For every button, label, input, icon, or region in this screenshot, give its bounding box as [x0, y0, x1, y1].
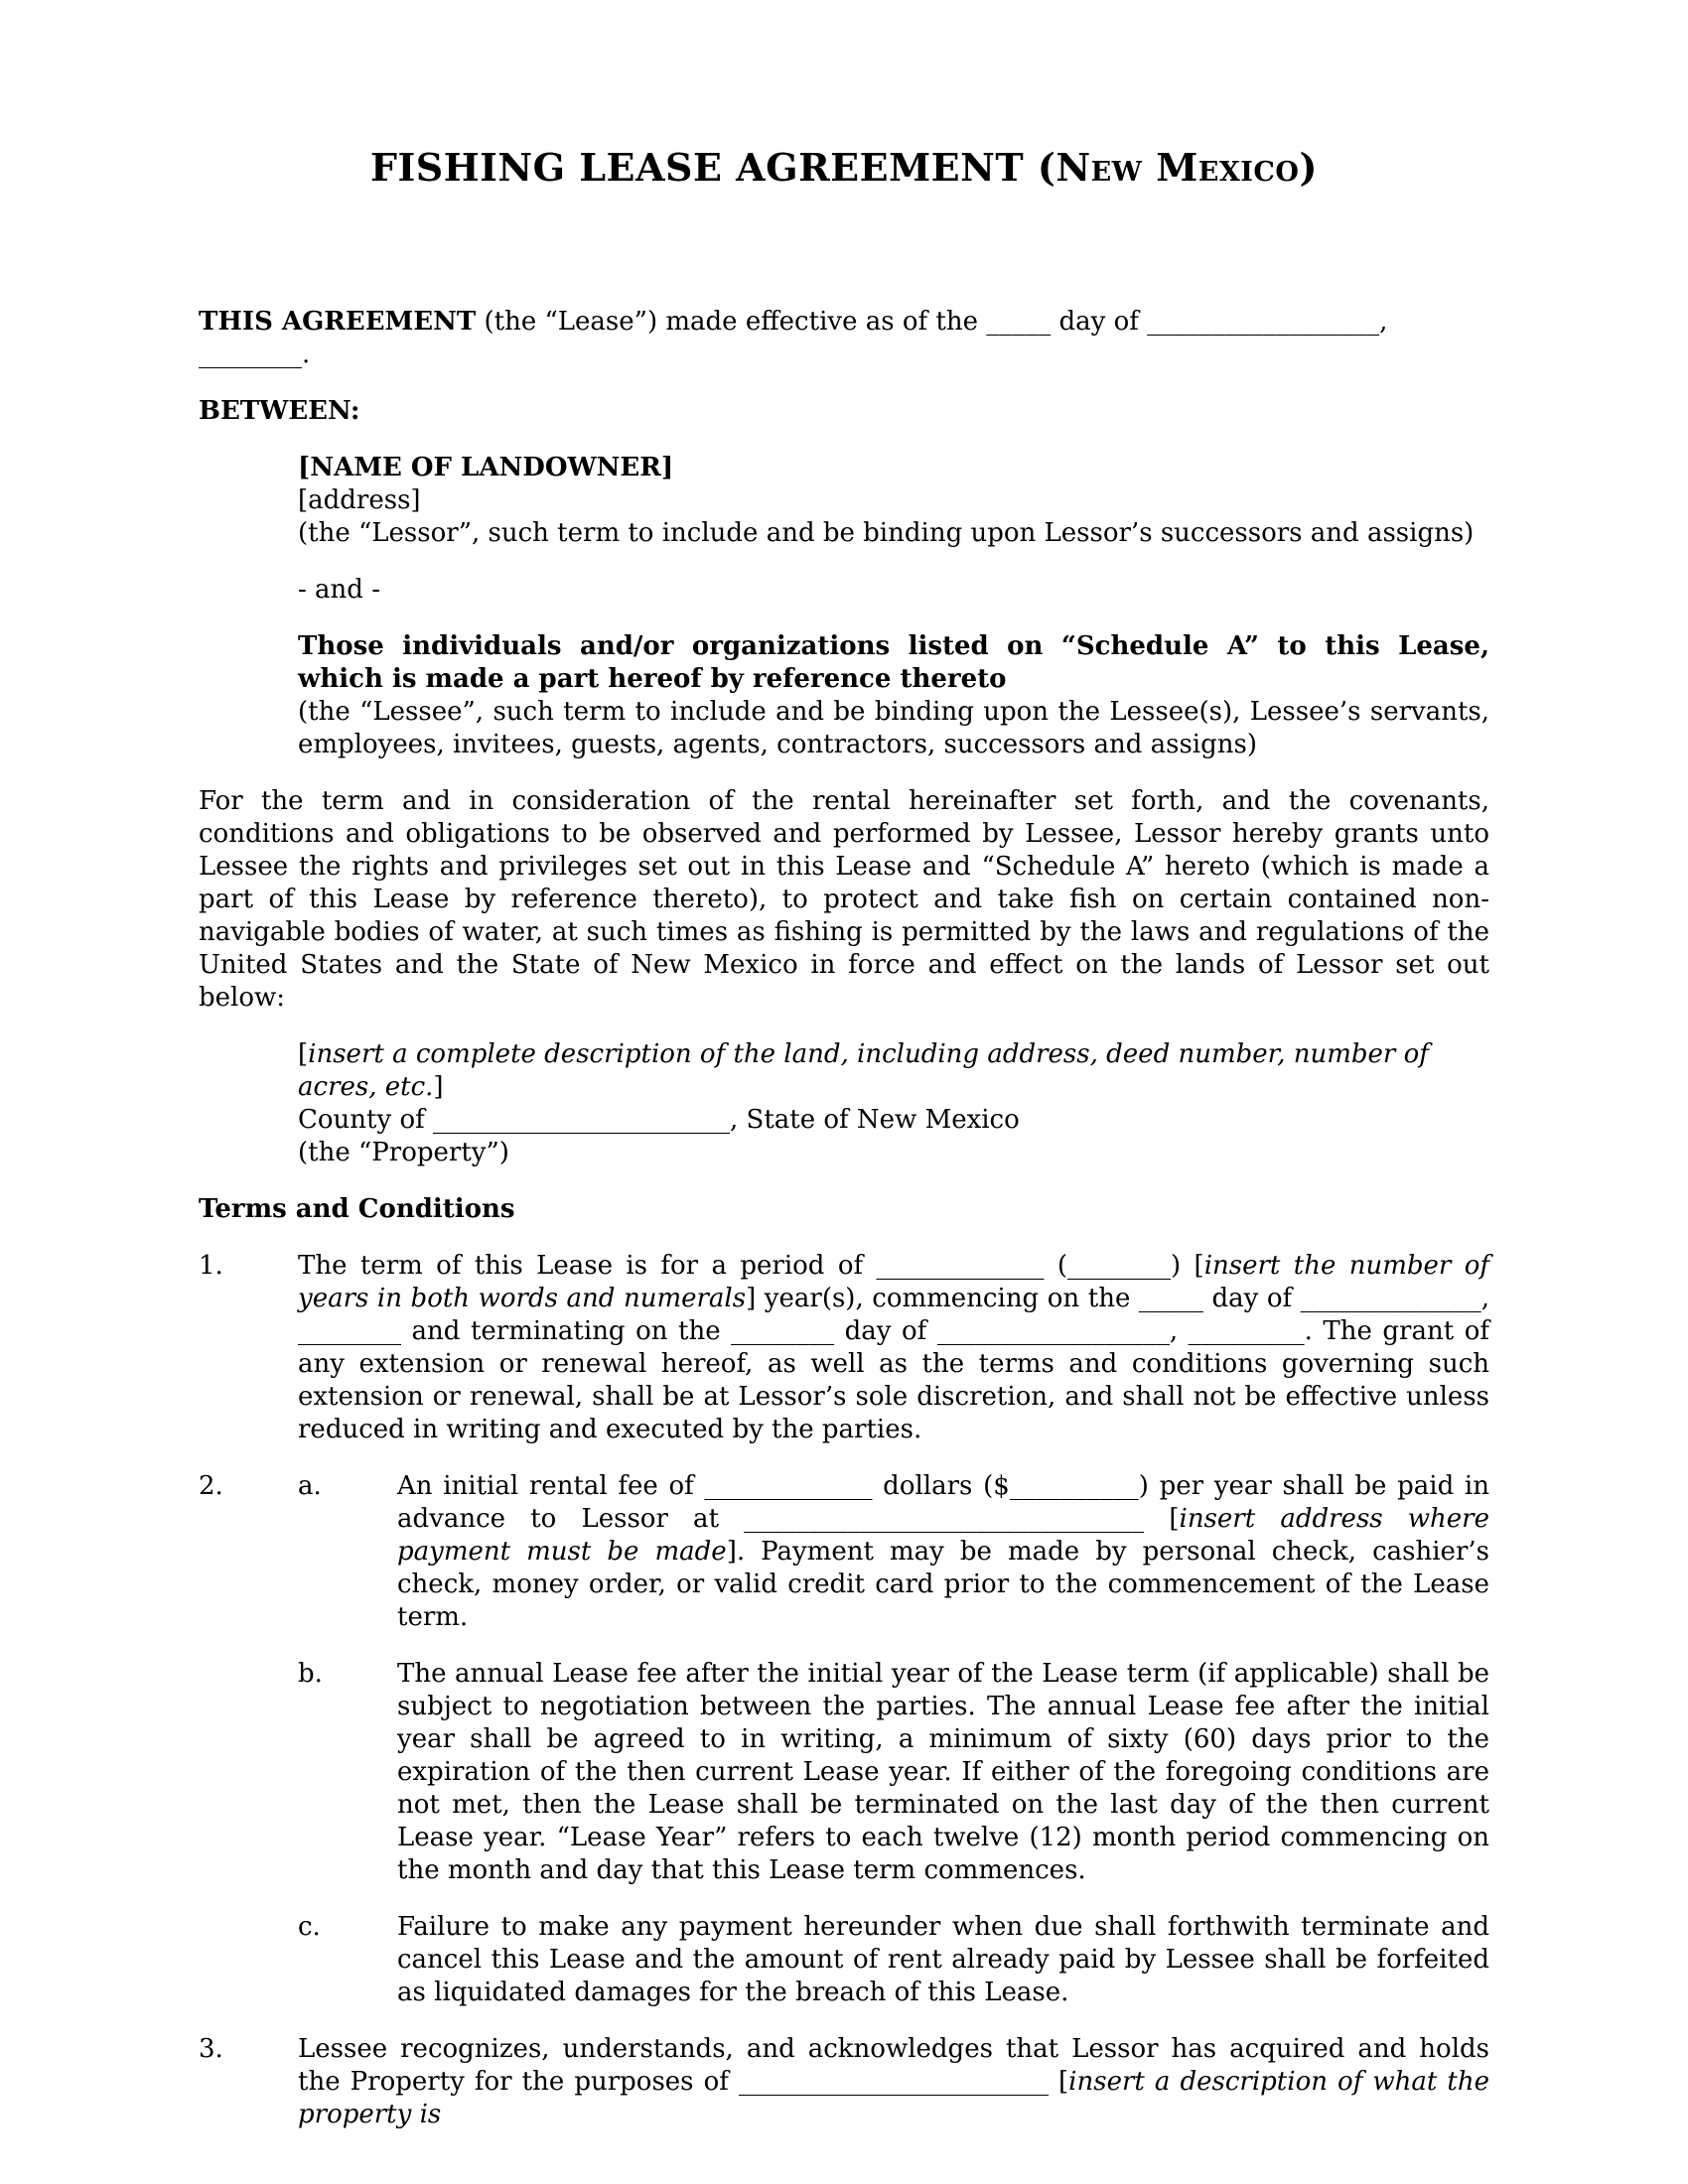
clause-2a-insert-instruction: insert address where payment must be made [397, 1504, 1489, 1567]
property-insert-line [298, 1038, 1489, 1104]
clause-2c [199, 1911, 1489, 2009]
landowner-address-placeholder: [address] [298, 485, 421, 515]
and-separator: - and - [298, 575, 380, 605]
clause-2a [199, 1470, 1489, 1634]
between-label: BETWEEN: [199, 396, 360, 426]
clause-1-text-pre: The term of this Lease is for a period of _____________ (________) [ [298, 1251, 1204, 1281]
lessor-party-block [298, 452, 1489, 550]
clause-1-insert-instruction: insert the number of years in both words and numerals [298, 1251, 1489, 1313]
lessee-definition-note: (the “Lessee”, such term to include and be binding upon the Lessee(s), Lessee’s servants, employees, invitees, guests, agents, contractors, successors and assigns) [298, 697, 1489, 759]
property-defined-term-line: (the “Property”) [298, 1138, 509, 1167]
clause-2c-number-spacer [199, 1911, 298, 2009]
clause-1-text-post: ] year(s), commencing on the _____ day of ______________, ________ and terminating on the ________ day of __________________, _________. The grant of any extension or renewal hereof, as well as the terms and conditions governing such extension or renewal, shall be at Lessor’s sole discretion, and shall not be effective unless reduced in writing and executed by the parties. [298, 1284, 1489, 1444]
clause-2b [199, 1658, 1489, 1887]
clause-2b-text: The annual Lease fee after the initial year of the Lease term (if applicable) shall be subject to negotiation between the parties. The annual Lease fee after the initial year shall be agreed to in writing, a minimum of sixty (60) days prior to the expiration of the then current Lease year. If either of the foregoing conditions are not met, then the Lease shall be terminated on the last day of the then current Lease year. “Lease Year” refers to each twelve (12) month period commencing on the month and day that this Lease term commences. [397, 1659, 1489, 1885]
grant-paragraph: For the term and in consideration of the rental hereinafter set forth, and the covenants, conditions and obligations to be observed and performed by Lessee, Lessor hereby grants unto Lessee the rights and privileges set out in this Lease and “Schedule A” hereto (which is made a part of this Lease by reference thereto), to protect and take fish on certain contained non-navigable bodies of water, at such times as fishing is permitted by the laws and regulations of the United States and the State of New Mexico in force and effect on the lands of Lessor set out below: [199, 786, 1489, 1013]
clause-1-number: 1. [199, 1251, 223, 1281]
clause-2-number: 2. [199, 1471, 223, 1501]
property-insert-instruction: insert a complete description of the land, including address, deed number, number of acres, etc. [298, 1039, 1429, 1102]
property-description-block [298, 1038, 1489, 1169]
clause-1 [199, 1250, 1489, 1446]
agreement-lead-in: THIS AGREEMENT [199, 307, 477, 337]
document-title [199, 147, 1489, 189]
clause-3 [199, 2033, 1489, 2131]
clause-2c-text: Failure to make any payment hereunder when due shall forthwith terminate and cancel this Lease and the amount of rent already paid by Lessee shall be forfeited as liquidated damages for the breach of this Lease. [397, 1912, 1489, 2007]
document-title-state: New Mexico [1055, 145, 1300, 190]
lessee-description: Those individuals and/or organizations listed on “Schedule A” to this Lease, which is made a part hereof by reference thereto [298, 631, 1489, 694]
clause-1-text [298, 1250, 1489, 1446]
clause-2a-text-pre: An initial rental fee of _____________ dollars ($__________) per year shall be paid in advance to Lessor at _______________________________ [ [397, 1471, 1489, 1534]
agreement-intro-paragraph [199, 306, 1489, 371]
clause-2b-letter: b. [298, 1659, 323, 1689]
clause-2a-text [397, 1470, 1489, 1634]
landowner-name-placeholder: [NAME OF LANDOWNER] [298, 453, 674, 482]
lessor-definition-note: (the “Lessor”, such term to include and be binding upon Lessor’s successors and assigns) [298, 518, 1475, 548]
document-title-prefix: FISHING LEASE AGREEMENT ( [370, 145, 1056, 190]
agreement-intro-text: (the “Lease”) made effective as of the _____ day of __________________, ________. [199, 307, 1388, 369]
clause-2b-number-spacer [199, 1658, 298, 1887]
bracket-close: ] [433, 1072, 444, 1102]
document-title-suffix: ) [1299, 145, 1318, 190]
clause-3-number: 3. [199, 2034, 223, 2064]
terms-and-conditions-heading: Terms and Conditions [199, 1194, 515, 1224]
clause-3-insert-instruction: insert a description of what the property is [298, 2067, 1490, 2129]
lessee-party-block [298, 630, 1489, 761]
county-line: County of _______________________, State of New Mexico [298, 1105, 1020, 1135]
bracket-open: [ [298, 1039, 309, 1069]
clause-2a-text-post: ]. Payment may be made by personal check, cashier’s check, money order, or valid credit card prior to the commencement of the Lease term. [397, 1537, 1489, 1632]
clause-3-text [298, 2033, 1489, 2131]
clause-2c-letter: c. [298, 1912, 321, 1942]
clause-2a-letter: a. [298, 1471, 322, 1501]
clause-3-text-pre: Lessee recognizes, understands, and acknowledges that Lessor has acquired and holds the Property for the purposes of ________________________ [ [298, 2034, 1489, 2097]
